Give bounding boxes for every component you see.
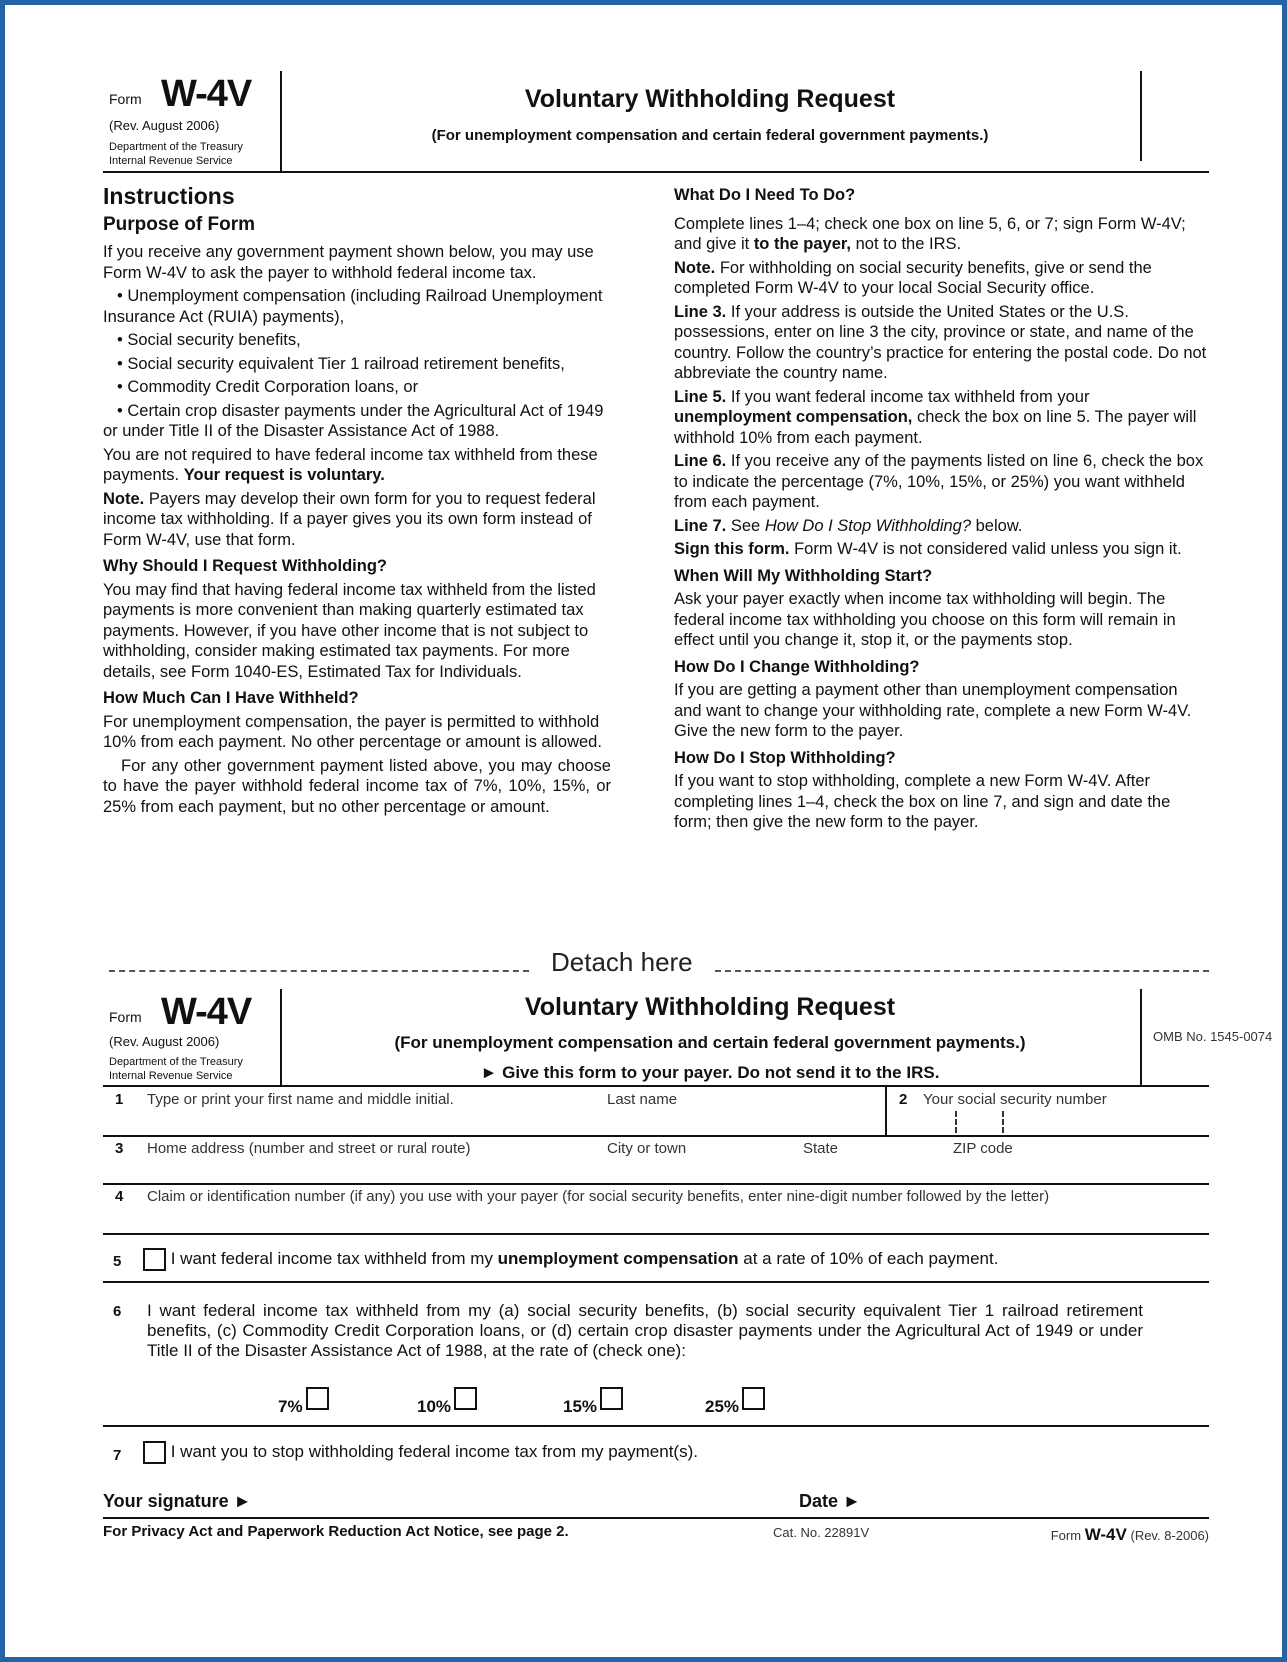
line-7-label: I want you to stop withholding federal income tax from my payment(s). [143, 1441, 698, 1464]
department [109, 1055, 243, 1083]
catalog-number: Cat. No. 22891V [773, 1525, 870, 1540]
detach-line [103, 943, 1209, 989]
state-field[interactable]: State [803, 1140, 839, 1157]
how-much-heading: How Much Can I Have Withheld? [103, 689, 359, 707]
line-3-row [103, 1137, 1209, 1185]
bullet-item: • Certain crop disaster payments under the Agricultural Act of 1949 or under Title II of the Disaster Assistance Act of 1988. [103, 401, 604, 440]
dept-treasury: Department of the Treasury [109, 1056, 243, 1068]
form-content [103, 71, 1273, 1601]
ssa-note: Note. For withholding on social security benefits, give or send the completed Form W-4V to your local Social Security office. [674, 258, 1152, 297]
footer-form-id: Form W-4V (Rev. 8-2006) [1050, 1525, 1209, 1544]
voluntary-text: You are not required to have federal income tax withheld from these payments. Your request is voluntary. [103, 445, 598, 484]
line-6-text: I want federal income tax withheld from my (a) social security benefits, (b) social security equivalent Tier 1 railroad retirement benefits, (c) Commodity Credit Corporation loans, or (d) certain crop disaster payments under the Agricultural Act of 1949 or under Title II of the Disaster Assistance Act of 1988, at the rate of (check one): [147, 1301, 1143, 1360]
rate-15-checkbox[interactable] [600, 1387, 623, 1410]
payer-note: Note. Payers may develop their own form for you to request federal income tax withholding. If a payer gives you its own form instead of Form W-4V, use that form. [103, 489, 596, 549]
instructions-right-column [674, 171, 1209, 836]
rate-option-10[interactable]: 10% [417, 1387, 477, 1417]
form-header [103, 989, 1273, 1085]
privacy-notice: For Privacy Act and Paperwork Reduction Act Notice, see page 2. [103, 1523, 569, 1540]
dept-irs: Internal Revenue Service [109, 1070, 233, 1082]
form-id-block [103, 71, 282, 171]
line-number: 5 [113, 1253, 122, 1270]
line-number: 4 [115, 1188, 124, 1205]
how-much-text-1: For unemployment compensation, the payer is permitted to withhold 10% from each payment. No other percentage or amount is allowed. [103, 712, 602, 751]
form-number: W-4V [161, 73, 252, 115]
line-6-row [103, 1283, 1209, 1427]
revision-date: (Rev. August 2006) [109, 118, 220, 133]
change-heading: How Do I Change Withholding? [674, 657, 920, 676]
purpose-heading: Purpose of Form [103, 214, 256, 235]
unemployment-checkbox[interactable] [143, 1248, 166, 1271]
todo-heading: What Do I Need To Do? [674, 186, 856, 204]
line-number: 2 [899, 1091, 908, 1108]
form-id-block [103, 989, 282, 1085]
title-block [280, 989, 1140, 1085]
line-1-row [103, 1085, 1209, 1137]
home-address-field[interactable]: Home address (number and street or rural route) [147, 1140, 471, 1157]
line-number: 6 [113, 1303, 122, 1320]
field-divider [885, 1087, 887, 1135]
rate-option-7[interactable]: 7% [278, 1387, 329, 1417]
line-number: 7 [113, 1447, 122, 1464]
top-header [103, 71, 1209, 171]
how-much-text-2: For any other government payment listed above, you may choose to have the payer withhold federal income tax of 7%, 10%, 15%, or 25% from each payment, but no other percentage or amount. [103, 756, 611, 816]
detach-dash-left [109, 970, 529, 972]
line-number: 1 [115, 1091, 124, 1108]
rate-option-15[interactable]: 15% [563, 1387, 623, 1417]
form-word: Form [109, 91, 142, 107]
form-number: W-4V [161, 991, 252, 1033]
line-5-row [103, 1235, 1209, 1283]
form-subtitle: (For unemployment compensation and certain federal government payments.) [431, 127, 989, 144]
start-heading: When Will My Withholding Start? [674, 566, 933, 585]
signature-row [103, 1477, 1209, 1517]
instructions-left-column [103, 173, 611, 820]
detach-label: Detach here [551, 947, 693, 977]
title-block [280, 71, 1140, 171]
rate-7-checkbox[interactable] [306, 1387, 329, 1410]
form-word: Form [109, 1009, 142, 1025]
line5-instruction: Line 5. If you want federal income tax withheld from your unemployment compensation, check the box on line 5. The payer will withhold 10% from each payment. [674, 387, 1197, 447]
instructions [103, 173, 1209, 943]
department [109, 140, 243, 168]
line3-instruction: Line 3. If your address is outside the United States or the U.S. possessions, enter on line 3 the city, province or state, and name of the country. Follow the country’s practice for entering the postal code. Do not abbreviate the country name. [674, 302, 1207, 382]
purpose-text: If you receive any government payment shown below, you may use Form W-4V to ask the payer to withhold federal income tax. [103, 243, 594, 282]
instructions-heading: Instructions [103, 183, 235, 209]
why-text: You may find that having federal income tax withheld from the listed payments is more convenient than making quarterly estimated tax payments. However, if you have other income that is not subject to withholding, consider making estimated tax payments. For more details, see Form 1040-ES, Estimated Tax for Individuals. [103, 580, 596, 681]
sign-instruction: Sign this form. Form W-4V is not considered valid unless you sign it. [674, 540, 1182, 558]
ssn-separator [955, 1111, 957, 1133]
claim-number-field[interactable]: Claim or identification number (if any) you use with your payer (for social security benefits, enter nine-digit number followed by the letter) [147, 1188, 1050, 1205]
change-text: If you are getting a payment other than unemployment compensation and want to change your withholding rate, complete a new Form W-4V. Give the new form to the payer. [674, 681, 1192, 740]
dept-irs: Internal Revenue Service [109, 155, 233, 167]
dept-treasury: Department of the Treasury [109, 141, 243, 153]
bullet-item: • Social security equivalent Tier 1 railroad retirement benefits, [117, 354, 565, 373]
ssn-separator [1002, 1111, 1004, 1133]
form-subtitle: (For unemployment compensation and certain federal government payments.) [394, 1033, 1026, 1052]
header-divider [1140, 71, 1142, 161]
form-title: Voluntary Withholding Request [524, 993, 896, 1021]
omb-number: OMB No. 1545-0074 [1153, 1029, 1273, 1044]
rate-option-25[interactable]: 25% [705, 1387, 765, 1417]
form-title: Voluntary Withholding Request [524, 85, 896, 113]
first-name-field[interactable]: Type or print your first name and middle initial. [147, 1091, 454, 1108]
city-field[interactable]: City or town [607, 1140, 687, 1157]
give-to-payer: ► Give this form to your payer. Do not send it to the IRS. [480, 1063, 940, 1082]
revision-date: (Rev. August 2006) [109, 1034, 220, 1049]
last-name-field[interactable]: Last name [607, 1091, 678, 1108]
start-text: Ask your payer exactly when income tax withholding will begin. The federal income tax withholding you choose on this form will remain in effect until you change it, stop it, or the payments stop. [674, 590, 1176, 649]
zip-field[interactable]: ZIP code [953, 1140, 1013, 1157]
bullet-item: • Social security benefits, [117, 331, 301, 349]
signature-field[interactable]: Your signature ► [103, 1491, 252, 1511]
rate-25-checkbox[interactable] [742, 1387, 765, 1410]
line6-instruction: Line 6. If you receive any of the payments listed on line 6, check the box to indicate the percentage (7%, 10%, 15%, or 25%) you want withheld from each payment. [674, 452, 1204, 511]
bullet-item: • Commodity Credit Corporation loans, or [117, 378, 419, 396]
why-heading: Why Should I Request Withholding? [103, 557, 387, 575]
form-page [5, 5, 1282, 1657]
line-4-row [103, 1185, 1209, 1235]
line-number: 3 [115, 1140, 124, 1157]
line-7-row [103, 1427, 1209, 1477]
stop-heading: How Do I Stop Withholding? [674, 748, 896, 767]
rate-10-checkbox[interactable] [454, 1387, 477, 1410]
ssn-field[interactable]: Your social security number [923, 1091, 1107, 1108]
stop-text: If you want to stop withholding, complete a new Form W-4V. After completing lines 1–4, check the box on line 7, and sign and date the form; then give the new form to the payer. [674, 772, 1171, 831]
line-5-label: I want federal income tax withheld from my unemployment compensation at a rate of 10% of each payment. [143, 1248, 998, 1271]
date-field[interactable]: Date ► [799, 1491, 861, 1511]
todo-text: Complete lines 1–4; check one box on line 5, 6, or 7; sign Form W-4V; and give it to the payer, not to the IRS. [674, 214, 1186, 253]
bullet-item: • Unemployment compensation (including Railroad Unemployment Insurance Act (RUIA) payments), [103, 287, 603, 326]
signature-rule [103, 1517, 1209, 1519]
line7-instruction: Line 7. See How Do I Stop Withholding? below. [674, 516, 1023, 535]
detach-dash-right [715, 970, 1209, 972]
stop-withholding-checkbox[interactable] [143, 1441, 166, 1464]
form-footer [103, 1523, 1209, 1553]
